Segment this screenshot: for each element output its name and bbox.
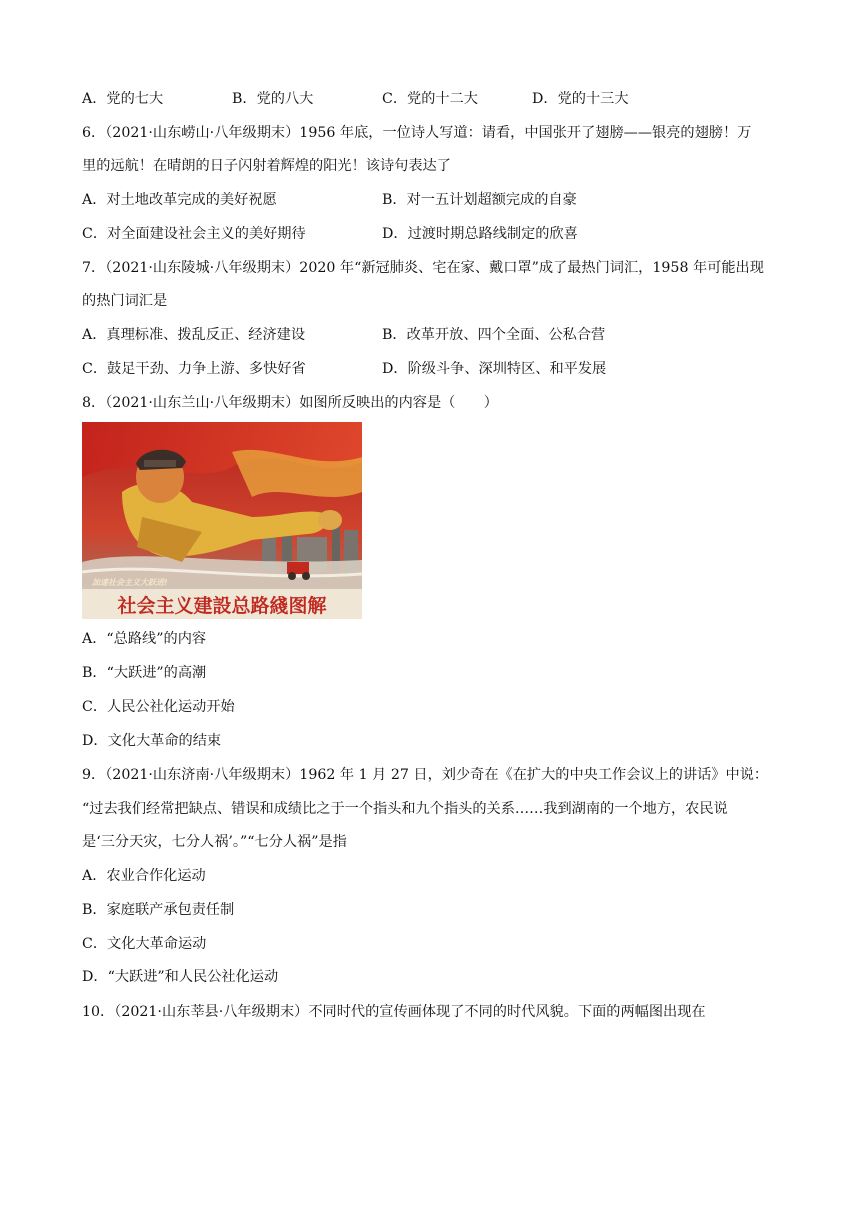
q8-option-a[interactable]: A．“总路线”的内容 [82, 631, 207, 647]
q7-option-a[interactable]: A．真理标准、拨乱反正、经济建设 [82, 327, 306, 343]
q8-option-d[interactable]: D．文化大革命的结束 [82, 733, 222, 749]
q7-option-b[interactable]: B．改革开放、四个全面、公私合营 [382, 327, 606, 343]
q9-stem-line3: 是‘三分天灾，七分人祸’。”“七分人祸”是指 [82, 834, 347, 850]
poster-caption: 社会主义建設总路綫图解 [117, 594, 327, 617]
q9-stem-line2: “过去我们经常把缺点、错误和成绩比之于一个指头和九个指头的关系……我到湖南的一个地方，农民说 [82, 801, 728, 817]
q9-stem-line1: 9．（2021·山东济南·八年级期末）1962 年 1 月 27 日，刘少奇在《在扩大的中央工作会议上的讲话》中说： [82, 767, 769, 783]
q7-stem-line1: 7．（2021·山东陵城·八年级期末）2020 年“新冠肺炎、宅在家、戴口罩”成了最热门词汇，1958 年可能出现 [82, 260, 764, 276]
q7-option-d[interactable]: D．阶级斗争、深圳特区、和平发展 [382, 361, 607, 377]
q5-option-d[interactable]: D．党的十三大 [532, 91, 629, 107]
q8-stem: 8．（2021·山东兰山·八年级期末）如图所反映出的内容是（ ） [82, 395, 498, 411]
q6-option-d[interactable]: D．过渡时期总路线制定的欣喜 [382, 226, 578, 242]
poster-caption-bar [82, 589, 362, 619]
q10-stem-line1: 10．（2021·山东莘县·八年级期末）不同时代的宣传画体现了不同的时代风貌。下面的两幅图出现在 [82, 1004, 706, 1020]
q9-option-d[interactable]: D．“大跃进”和人民公社化运动 [82, 969, 279, 985]
q6-stem-line2: 里的远航！在晴朗的日子闪射着辉煌的阳光！该诗句表达了 [82, 158, 451, 174]
propaganda-poster-image [82, 422, 362, 619]
q7-option-c[interactable]: C．鼓足干劲、力争上游、多快好省 [82, 361, 306, 377]
q5-option-a[interactable]: A．党的七大 [82, 91, 164, 107]
q5-option-c[interactable]: C．党的十二大 [382, 91, 478, 107]
q5-option-b[interactable]: B．党的八大 [232, 91, 314, 107]
q6-option-a[interactable]: A．对土地改革完成的美好祝愿 [82, 192, 277, 208]
q8-option-b[interactable]: B．“大跃进”的高潮 [82, 665, 207, 681]
poster-slogan: 加速社会主义大跃进! [92, 578, 168, 587]
q9-option-a[interactable]: A．农业合作化运动 [82, 868, 206, 884]
q9-option-c[interactable]: C．文化大革命运动 [82, 936, 207, 952]
q6-option-c[interactable]: C．对全面建设社会主义的美好期待 [82, 226, 306, 242]
q9-option-b[interactable]: B．家庭联产承包责任制 [82, 902, 235, 918]
q6-stem-line1: 6．（2021·山东崂山·八年级期末）1956 年底，一位诗人写道：请看，中国张开了翅膀——银亮的翅膀！万 [82, 125, 752, 141]
q7-stem-line2: 的热门词汇是 [82, 293, 168, 309]
q8-option-c[interactable]: C．人民公社化运动开始 [82, 699, 235, 715]
q6-option-b[interactable]: B．对一五计划超额完成的自豪 [382, 192, 577, 208]
